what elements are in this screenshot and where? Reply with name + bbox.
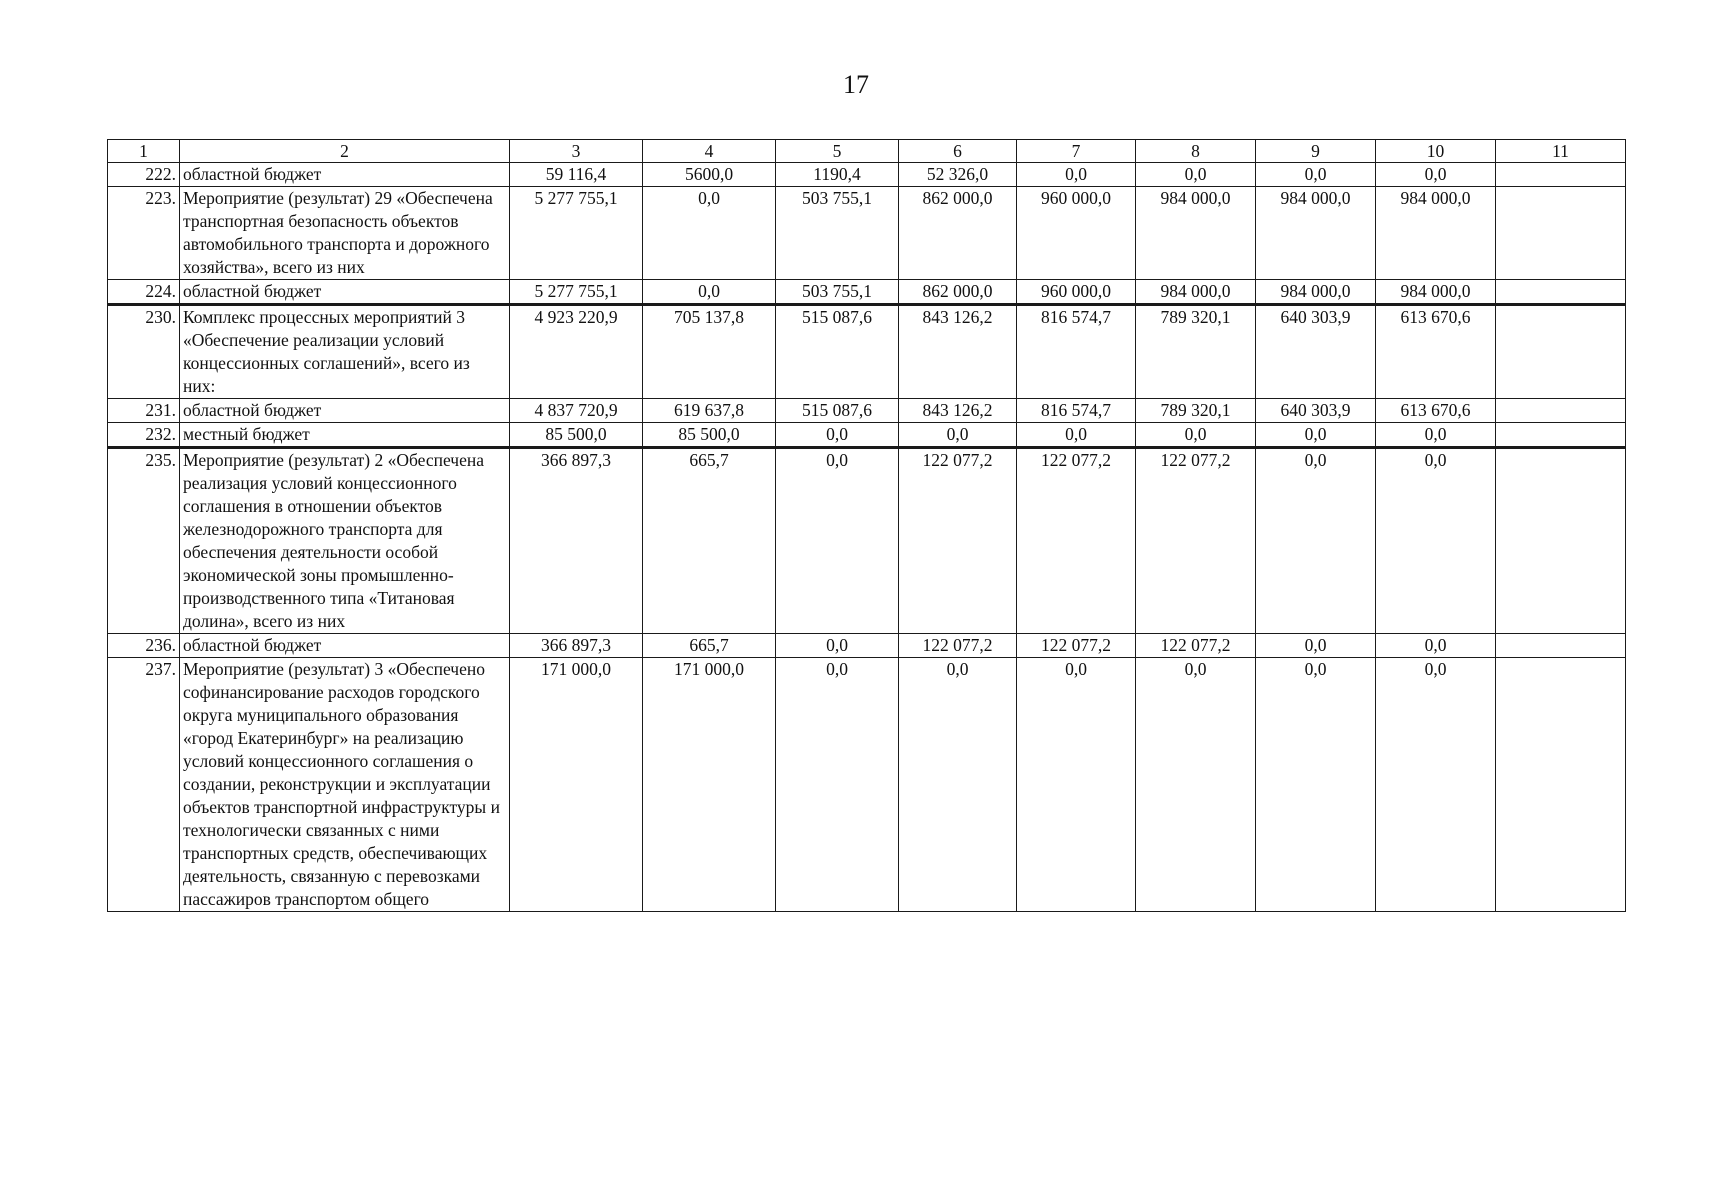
row-value-cell: 960 000,0: [1017, 187, 1136, 280]
row-value-cell: 0,0: [1017, 658, 1136, 912]
row-value-cell: 366 897,3: [510, 448, 643, 634]
row-value-cell: 984 000,0: [1376, 187, 1496, 280]
row-value-cell: 85 500,0: [643, 423, 776, 448]
row-number-cell: 230.: [108, 305, 180, 399]
row-value-cell: [1496, 634, 1626, 658]
row-name-cell: Мероприятие (результат) 2 «Обеспечена реализация условий концессионного соглашения в отношении объектов железнодорожного транспорта для обеспечения деятельности особой экономической зоны промышленно-производственного типа «Титановая долина», всего из них: [180, 448, 510, 634]
row-value-cell: 503 755,1: [776, 187, 899, 280]
table-row: [108, 163, 1626, 187]
row-value-cell: 0,0: [899, 658, 1017, 912]
row-value-cell: [1496, 305, 1626, 399]
row-value-cell: 613 670,6: [1376, 399, 1496, 423]
row-value-cell: 0,0: [1256, 634, 1376, 658]
row-value-cell: 171 000,0: [643, 658, 776, 912]
row-value-cell: 984 000,0: [1376, 280, 1496, 305]
row-value-cell: 0,0: [1136, 423, 1256, 448]
row-value-cell: 705 137,8: [643, 305, 776, 399]
row-value-cell: 984 000,0: [1136, 280, 1256, 305]
row-value-cell: 0,0: [776, 658, 899, 912]
budget-table: [107, 139, 1626, 912]
row-number-cell: 224.: [108, 280, 180, 305]
row-value-cell: 0,0: [776, 423, 899, 448]
header-cell: 3: [510, 140, 643, 163]
row-value-cell: 984 000,0: [1136, 187, 1256, 280]
row-value-cell: 960 000,0: [1017, 280, 1136, 305]
header-cell: 8: [1136, 140, 1256, 163]
row-value-cell: [1496, 448, 1626, 634]
row-value-cell: 52 326,0: [899, 163, 1017, 187]
row-number-cell: 236.: [108, 634, 180, 658]
row-value-cell: 640 303,9: [1256, 399, 1376, 423]
row-value-cell: 665,7: [643, 634, 776, 658]
row-value-cell: 4 923 220,9: [510, 305, 643, 399]
row-value-cell: [1496, 163, 1626, 187]
row-value-cell: 171 000,0: [510, 658, 643, 912]
row-name-cell: областной бюджет: [180, 280, 510, 305]
row-value-cell: 0,0: [1376, 634, 1496, 658]
row-value-cell: 122 077,2: [1136, 448, 1256, 634]
row-value-cell: [1496, 280, 1626, 305]
header-cell: 4: [643, 140, 776, 163]
row-value-cell: 619 637,8: [643, 399, 776, 423]
row-value-cell: 4 837 720,9: [510, 399, 643, 423]
row-value-cell: 5 277 755,1: [510, 280, 643, 305]
table-row: [108, 280, 1626, 305]
table-body: [108, 140, 1626, 912]
row-value-cell: 0,0: [899, 423, 1017, 448]
row-value-cell: 0,0: [1136, 658, 1256, 912]
header-cell: 5: [776, 140, 899, 163]
row-value-cell: 515 087,6: [776, 399, 899, 423]
row-name-cell: Комплекс процессных мероприятий 3 «Обеспечение реализации условий концессионных соглашений», всего из них:: [180, 305, 510, 399]
row-value-cell: 862 000,0: [899, 187, 1017, 280]
row-number-cell: 222.: [108, 163, 180, 187]
table-row: [108, 658, 1626, 912]
header-cell: 6: [899, 140, 1017, 163]
header-cell: 1: [108, 140, 180, 163]
row-value-cell: 0,0: [776, 448, 899, 634]
row-value-cell: 0,0: [643, 280, 776, 305]
row-value-cell: 122 077,2: [1136, 634, 1256, 658]
row-value-cell: 0,0: [1376, 658, 1496, 912]
row-value-cell: 515 087,6: [776, 305, 899, 399]
table-row: [108, 187, 1626, 280]
row-value-cell: 122 077,2: [1017, 634, 1136, 658]
row-value-cell: 0,0: [1256, 448, 1376, 634]
row-value-cell: 0,0: [1256, 163, 1376, 187]
table-header-row: [108, 140, 1626, 163]
row-value-cell: 0,0: [776, 634, 899, 658]
table-row: [108, 399, 1626, 423]
header-cell: 10: [1376, 140, 1496, 163]
row-value-cell: 0,0: [643, 187, 776, 280]
row-number-cell: 232.: [108, 423, 180, 448]
row-value-cell: 640 303,9: [1256, 305, 1376, 399]
row-value-cell: 843 126,2: [899, 399, 1017, 423]
header-cell: 7: [1017, 140, 1136, 163]
row-value-cell: 984 000,0: [1256, 280, 1376, 305]
row-value-cell: 0,0: [1017, 163, 1136, 187]
row-value-cell: 5 277 755,1: [510, 187, 643, 280]
row-value-cell: 5600,0: [643, 163, 776, 187]
row-value-cell: 0,0: [1376, 423, 1496, 448]
row-name-cell: Мероприятие (результат) 29 «Обеспечена транспортная безопасность объектов автомобильного транспорта и дорожного хозяйства», всего из них: [180, 187, 510, 280]
row-name-cell: Мероприятие (результат) 3 «Обеспечено софинансирование расходов городского округа муниципального образования «город Екатеринбург» на реализацию условий концессионного соглашения о создании, реконструкции и эксплуатации объектов транспортной инфраструктуры и технологически связанных с ними транспортных средств, обеспечивающих деятельность, связанную с перевозками пассажиров транспортом общего: [180, 658, 510, 912]
row-value-cell: 1190,4: [776, 163, 899, 187]
row-value-cell: [1496, 399, 1626, 423]
header-cell: 9: [1256, 140, 1376, 163]
row-name-cell: областной бюджет: [180, 399, 510, 423]
row-value-cell: 59 116,4: [510, 163, 643, 187]
header-cell: 2: [180, 140, 510, 163]
row-value-cell: 789 320,1: [1136, 399, 1256, 423]
table-row: [108, 448, 1626, 634]
row-value-cell: 789 320,1: [1136, 305, 1256, 399]
row-value-cell: 0,0: [1376, 448, 1496, 634]
table-row: [108, 423, 1626, 448]
budget-table-container: [107, 139, 1625, 912]
row-name-cell: областной бюджет: [180, 163, 510, 187]
row-name-cell: областной бюджет: [180, 634, 510, 658]
row-value-cell: 85 500,0: [510, 423, 643, 448]
row-number-cell: 235.: [108, 448, 180, 634]
row-value-cell: 816 574,7: [1017, 305, 1136, 399]
row-value-cell: 862 000,0: [899, 280, 1017, 305]
row-value-cell: 816 574,7: [1017, 399, 1136, 423]
page-number: 17: [843, 70, 869, 99]
row-value-cell: 984 000,0: [1256, 187, 1376, 280]
row-value-cell: 613 670,6: [1376, 305, 1496, 399]
row-value-cell: [1496, 658, 1626, 912]
row-value-cell: 503 755,1: [776, 280, 899, 305]
row-value-cell: 122 077,2: [899, 448, 1017, 634]
row-value-cell: 665,7: [643, 448, 776, 634]
row-value-cell: 0,0: [1376, 163, 1496, 187]
row-value-cell: 0,0: [1256, 423, 1376, 448]
row-number-cell: 237.: [108, 658, 180, 912]
row-name-cell: местный бюджет: [180, 423, 510, 448]
header-cell: 11: [1496, 140, 1626, 163]
row-value-cell: 843 126,2: [899, 305, 1017, 399]
row-value-cell: 0,0: [1017, 423, 1136, 448]
row-value-cell: [1496, 423, 1626, 448]
row-value-cell: 122 077,2: [1017, 448, 1136, 634]
table-row: [108, 305, 1626, 399]
row-value-cell: 0,0: [1256, 658, 1376, 912]
row-value-cell: [1496, 187, 1626, 280]
table-row: [108, 634, 1626, 658]
row-number-cell: 231.: [108, 399, 180, 423]
row-value-cell: 0,0: [1136, 163, 1256, 187]
row-value-cell: 366 897,3: [510, 634, 643, 658]
row-value-cell: 122 077,2: [899, 634, 1017, 658]
row-number-cell: 223.: [108, 187, 180, 280]
